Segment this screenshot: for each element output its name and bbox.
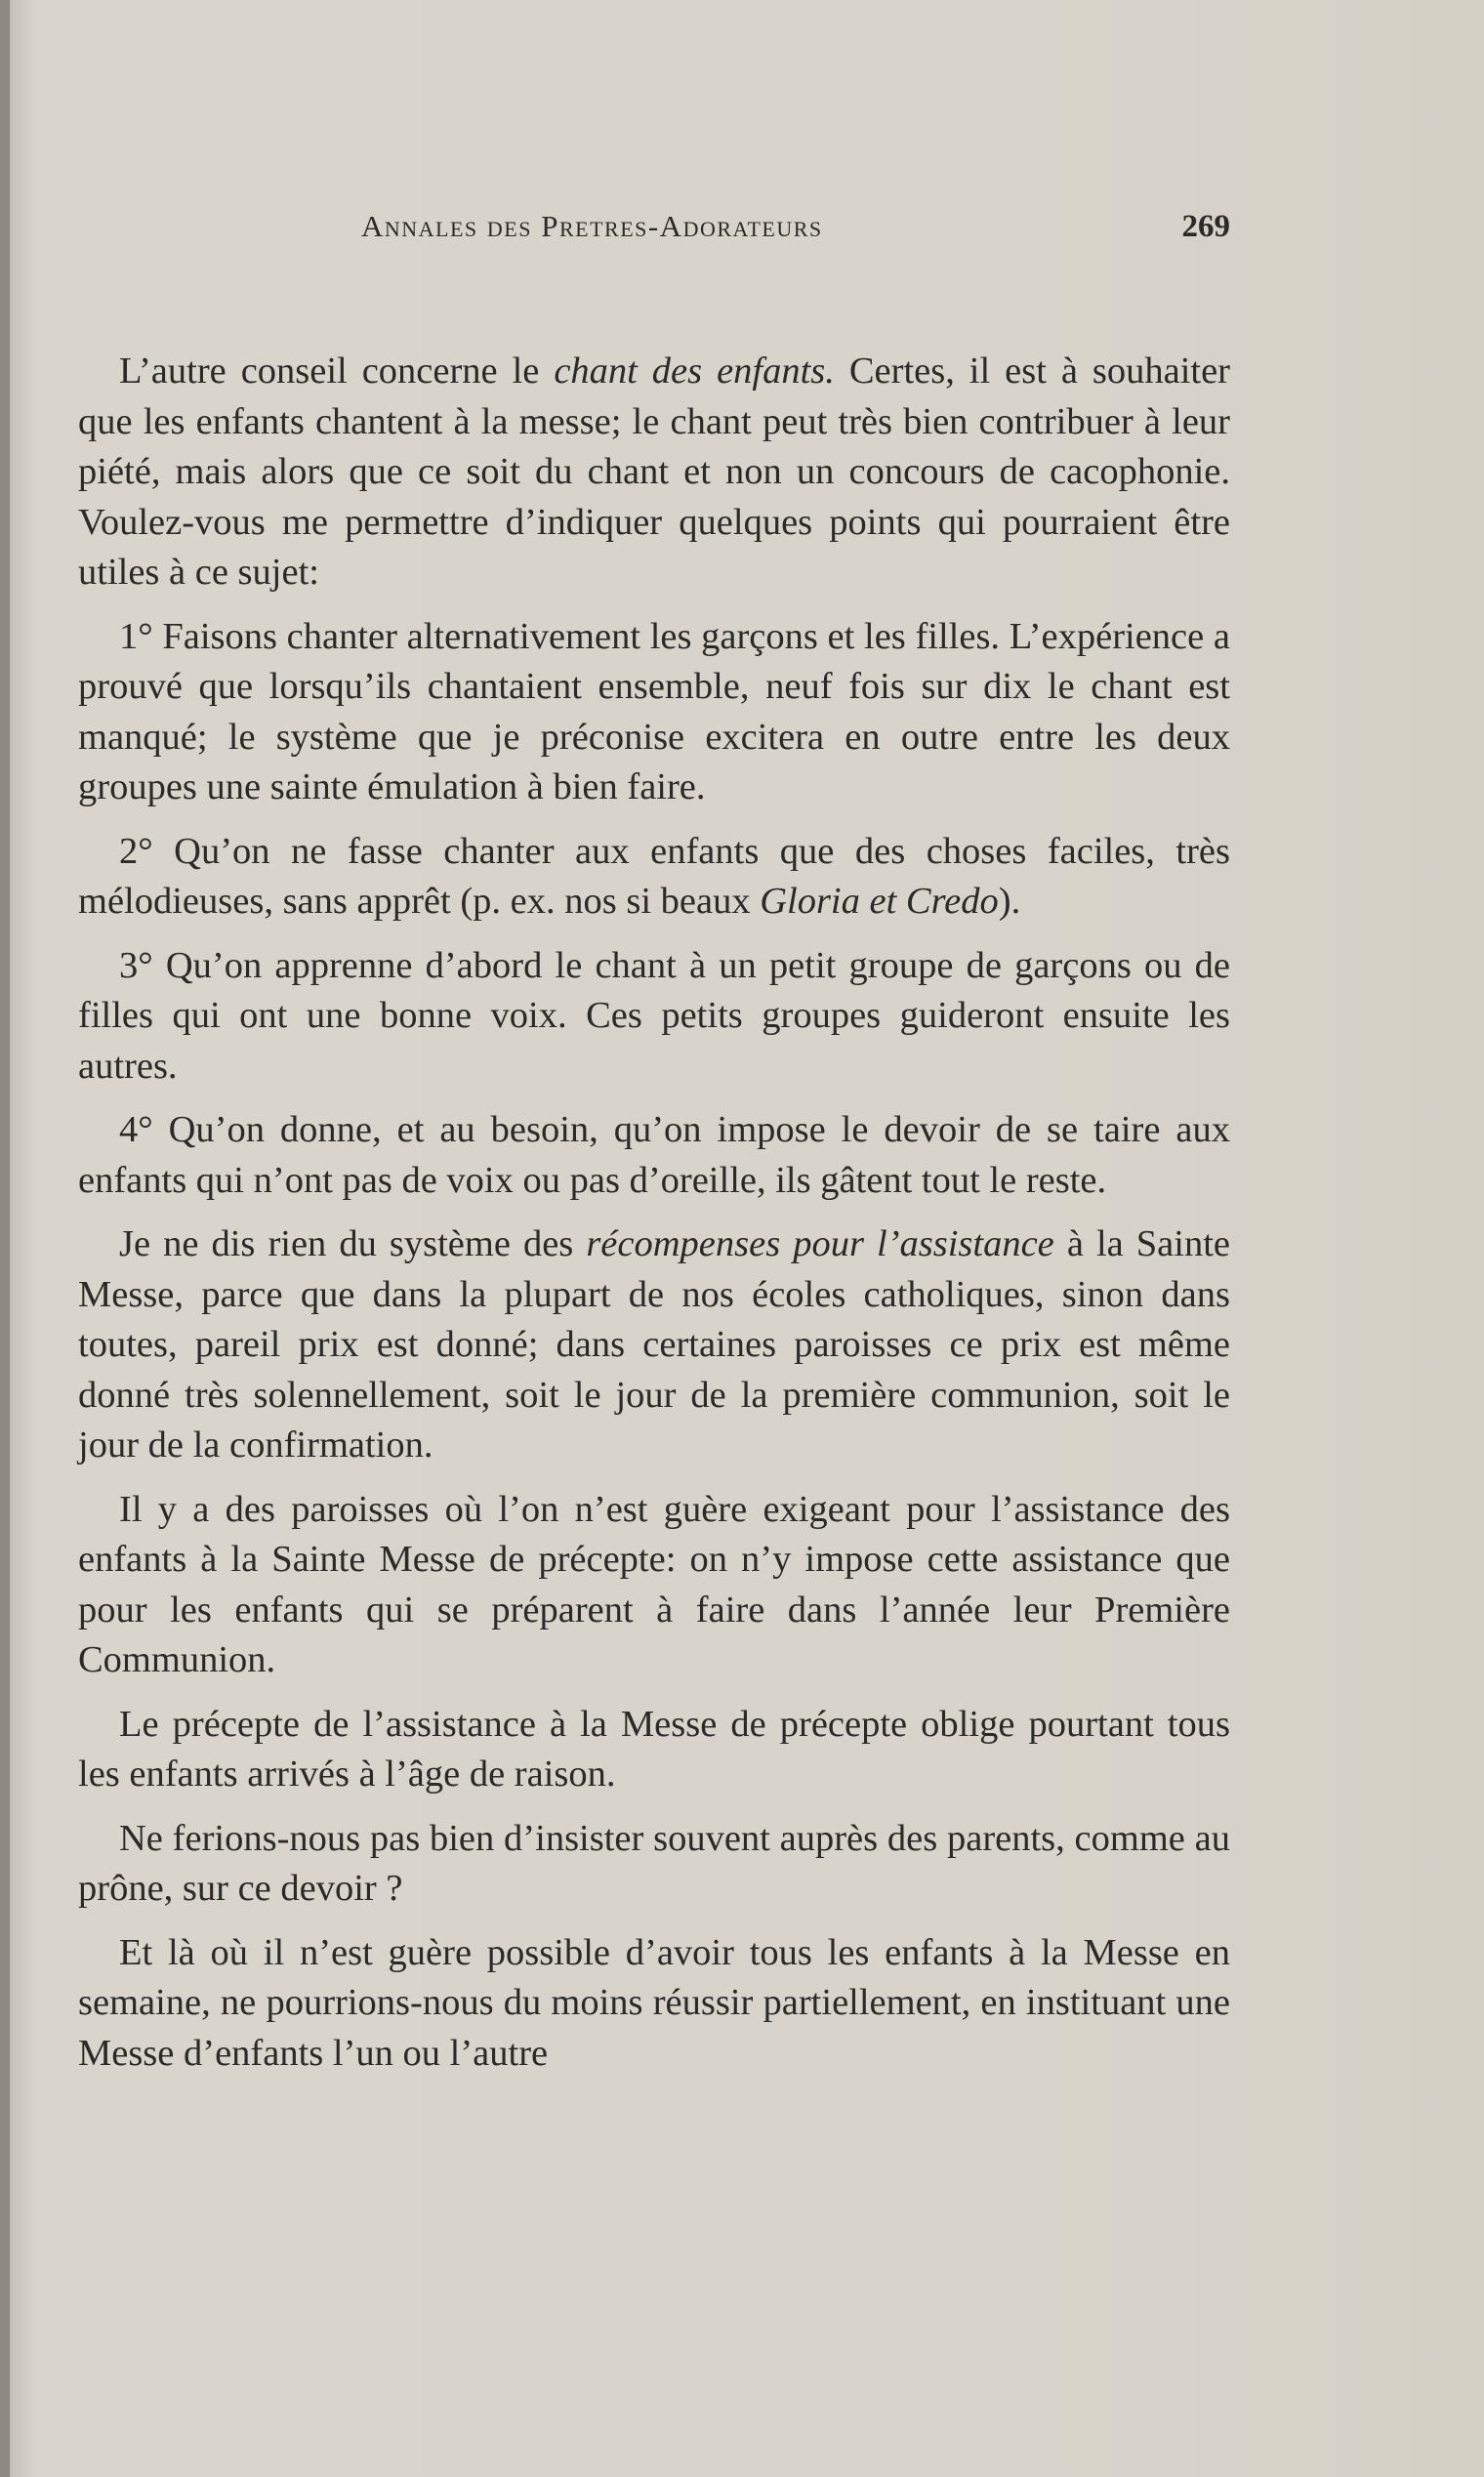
italic-text-run: Gloria et Credo: [760, 881, 999, 922]
text-run: 4° Qu’on donne, et au besoin, qu’on impose le devoir de se taire aux enfants qui n’ont pas de voix ou pas d’oreille, ils gâtent tout le reste.: [78, 1109, 1230, 1201]
text-run: 3° Qu’on apprenne d’abord le chant à un petit groupe de garçons ou de filles qui ont une bonne voix. Ces petits groupes guideront ensuite les autres.: [78, 944, 1230, 1087]
text-run: Ne ferions-nous pas bien d’insister souvent auprès des parents, comme au prône, sur ce devoir ?: [78, 1817, 1230, 1909]
text-run: L’autre conseil concerne le: [119, 351, 555, 392]
text-run: 1° Faisons chanter alternativement les garçons et les filles. L’expérience a prouvé que lorsqu’ils chantaient ensemble, neuf fois sur dix le chant est manqué; le système que je préconise excitera en outre entre les deux groupes une sainte émulation à bien faire.: [78, 615, 1230, 807]
paragraph: [78, 827, 1230, 928]
paragraph: [78, 1928, 1230, 2080]
paragraph: [78, 1700, 1230, 1800]
paragraph: [78, 612, 1230, 813]
text-run: Certes, il est à souhaiter que les enfants chantent à la messe; le chant peut très bien contribuer à leur piété, mais alors que ce soit du chant et non un concours de cacophonie. Voulez-vous me permettre d’indiquer quelques points qui pourraient être utiles à ce sujet:: [78, 351, 1230, 593]
paragraph: [78, 941, 1230, 1093]
book-spine-edge: [0, 0, 10, 2477]
text-run: Et là où il n’est guère possible d’avoir tous les enfants à la Messe en semaine, ne pourrions-nous du moins réussir partiellement, en instituant une Messe d’enfants l’un ou l’autre: [78, 1931, 1230, 2074]
text-run: 2° Qu’on ne fasse chanter aux enfants que des choses faciles, très mélodieuses, sans apprêt (p. ex. nos si beaux: [78, 830, 1230, 922]
paragraph: [78, 347, 1230, 599]
text-run: Il y a des paroisses où l’on n’est guère exigeant pour l’assistance des enfants à la Sainte Messe de précepte: on n’y impose cette assistance que pour les enfants qui se préparent à faire dans l’année leur Première Communion.: [78, 1488, 1230, 1680]
italic-text-run: chant des enfants.: [554, 351, 835, 392]
running-head: [361, 209, 1230, 258]
text-run: Je ne dis rien du système des: [119, 1223, 587, 1264]
paragraph: [78, 1814, 1230, 1915]
paragraph: [78, 1219, 1230, 1471]
text-run: à la Sainte Messe, parce que dans la plupart de nos écoles catholiques, sinon dans toutes, pareil prix est donné; dans certaines paroisses ce prix est même donné très solennellement, soit le jour de la première communion, soit le jour de la confirmation.: [78, 1223, 1230, 1466]
page-number: 269: [1181, 209, 1230, 244]
text-run: Le précepte de l’assistance à la Messe de précepte oblige pourtant tous les enfants arrivés à l’âge de raison.: [78, 1703, 1230, 1795]
italic-text-run: récompenses pour l’assistance: [586, 1223, 1054, 1264]
paragraph: [78, 1485, 1230, 1686]
body-text: [78, 347, 1230, 2092]
paragraph: [78, 1105, 1230, 1206]
running-head-title: Annales des Pretres-Adorateurs: [361, 209, 823, 243]
text-run: ).: [998, 881, 1021, 922]
